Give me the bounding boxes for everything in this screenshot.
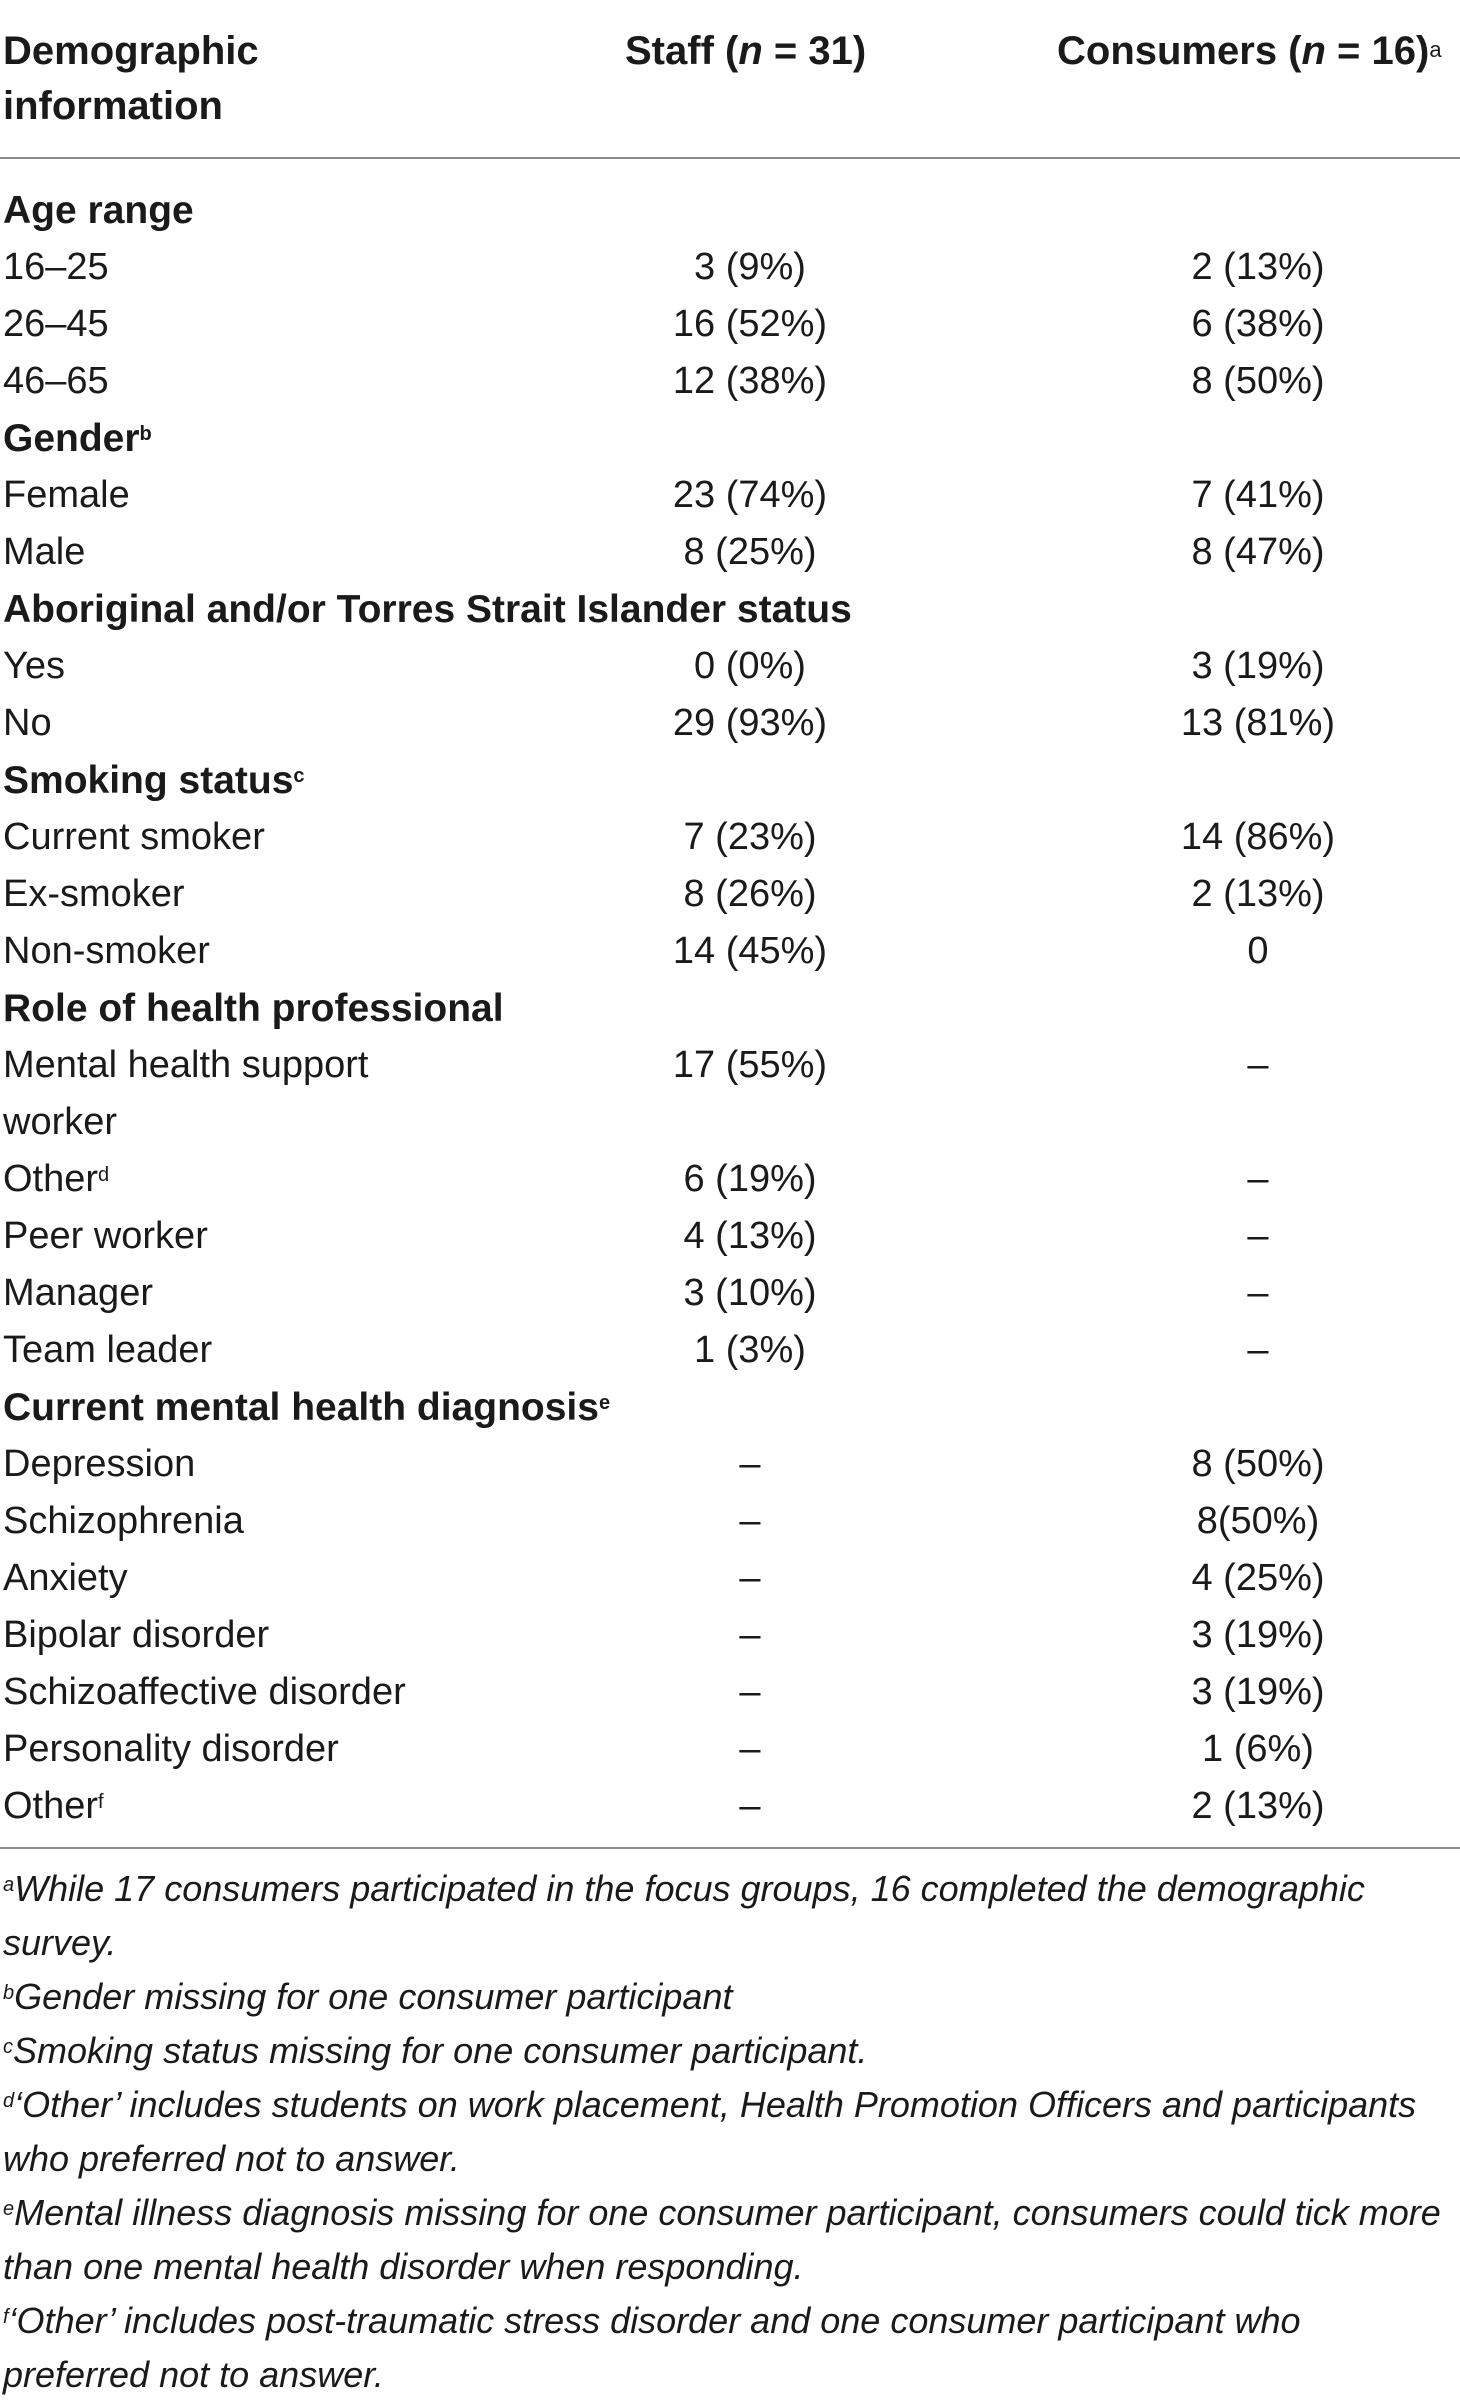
row-label [3, 866, 473, 923]
label-text: Gender [3, 417, 140, 460]
table-body [0, 182, 1460, 1835]
label-text: Other [3, 1158, 99, 1200]
footnote-mark: f [98, 1791, 104, 1813]
footnote-text: ‘Other’ includes post-traumatic stress disorder and one consumer participant who preferred not to answer. [3, 2300, 1301, 2395]
section-header-row [0, 581, 1460, 638]
footnote-mark: e [3, 2198, 15, 2220]
staff-cell: – [739, 1671, 761, 1713]
label-text: Current smoker [3, 816, 265, 858]
label-text: Bipolar disorder [3, 1614, 270, 1656]
table-row [0, 524, 1460, 581]
table-row [0, 1436, 1460, 1493]
table-row [0, 296, 1460, 353]
row-label [3, 638, 473, 695]
footnote-text: Gender missing for one consumer participant [14, 1976, 733, 2017]
footnote-mark: e [598, 1392, 611, 1414]
table-row [0, 1322, 1460, 1379]
staff-cell: – [739, 1443, 761, 1485]
label-text: Age range [3, 189, 194, 232]
staff-cell: – [739, 1500, 761, 1542]
consumers-cell: 6 (38%) [1191, 303, 1325, 345]
header-consumers-footnote-mark: a [1429, 37, 1442, 62]
section-label [3, 752, 1203, 809]
consumers-cell: 8(50%) [1196, 1500, 1320, 1542]
section-header-row [0, 1379, 1460, 1436]
row-label [3, 296, 473, 353]
label-text: Yes [3, 645, 65, 687]
staff-cell: – [739, 1785, 761, 1827]
footnote-text: While 17 consumers participated in the focus groups, 16 completed the demographic survey. [3, 1868, 1365, 1963]
footnote-mark: d [98, 1164, 110, 1186]
header-consumers-n: n [1301, 29, 1326, 73]
consumers-cell: – [1247, 1044, 1269, 1086]
consumers-cell: 0 [1247, 930, 1269, 972]
consumers-cell: 3 (19%) [1191, 1614, 1325, 1656]
footnote [0, 2294, 1453, 2402]
section-label [3, 410, 1203, 467]
label-text: Other [3, 1785, 99, 1827]
table-row [0, 1664, 1460, 1721]
section-header-row [0, 182, 1460, 239]
row-label [3, 1436, 473, 1493]
label-text: Role of health professional [3, 987, 504, 1030]
table-row [0, 1208, 1460, 1265]
staff-cell: 8 (25%) [683, 531, 817, 573]
section-label [3, 581, 1203, 638]
consumers-cell: – [1247, 1215, 1269, 1257]
header-consumers-pre: Consumers ( [1057, 29, 1302, 73]
footnote-mark: b [3, 1982, 15, 2004]
label-text: 26–45 [3, 303, 109, 345]
label-text: Schizoaffective disorder [3, 1671, 406, 1713]
section-label [3, 1379, 1203, 1436]
table-row [0, 866, 1460, 923]
row-label [3, 923, 473, 980]
staff-cell: 8 (26%) [683, 873, 817, 915]
footnote-mark: c [3, 2036, 13, 2058]
staff-cell: 23 (74%) [672, 474, 828, 516]
label-text: Personality disorder [3, 1728, 339, 1770]
row-label [3, 524, 473, 581]
header-consumers-post: = 16) [1325, 29, 1430, 73]
staff-cell: – [739, 1728, 761, 1770]
row-label [3, 1550, 473, 1607]
label-text: Smoking status [3, 759, 294, 802]
label-text: Anxiety [3, 1557, 128, 1599]
table-row [0, 1721, 1460, 1778]
footnote-mark: a [3, 1874, 15, 1896]
label-text: Schizophrenia [3, 1500, 244, 1542]
table-row [0, 239, 1460, 296]
table-row [0, 923, 1460, 980]
section-header-row [0, 410, 1460, 467]
staff-cell: 4 (13%) [683, 1215, 817, 1257]
table-row [0, 695, 1460, 752]
consumers-cell: – [1247, 1272, 1269, 1314]
footnote [0, 2186, 1453, 2294]
row-label [3, 239, 473, 296]
footnote-text: ‘Other’ includes students on work placement, Health Promotion Officers and participants who preferred not to answer. [3, 2084, 1417, 2179]
row-label [3, 1265, 473, 1322]
consumers-cell: – [1247, 1329, 1269, 1371]
consumers-cell: 8 (50%) [1191, 1443, 1325, 1485]
consumers-cell: 3 (19%) [1191, 645, 1325, 687]
label-text: Manager [3, 1272, 153, 1314]
table-row [0, 1037, 1460, 1151]
consumers-cell: 8 (47%) [1191, 531, 1325, 573]
row-label [3, 1322, 473, 1379]
table-row [0, 1493, 1460, 1550]
staff-cell: 16 (52%) [672, 303, 828, 345]
label-text: Peer worker [3, 1215, 208, 1257]
row-label [3, 1037, 473, 1151]
table-row [0, 1265, 1460, 1322]
staff-cell: 0 (0%) [694, 645, 806, 687]
header-staff-post: = 31) [762, 29, 867, 73]
staff-cell: 3 (9%) [694, 246, 806, 288]
staff-cell: – [739, 1614, 761, 1656]
row-label [3, 695, 473, 752]
table-row [0, 467, 1460, 524]
label-text: 46–65 [3, 360, 109, 402]
consumers-cell: – [1247, 1158, 1269, 1200]
label-text: Ex-smoker [3, 873, 185, 915]
staff-cell: 6 (19%) [683, 1158, 817, 1200]
row-label [3, 1493, 473, 1550]
label-text: Team leader [3, 1329, 213, 1371]
consumers-cell: 8 (50%) [1191, 360, 1325, 402]
row-label [3, 1208, 473, 1265]
header-staff-pre: Staff ( [625, 29, 739, 73]
staff-cell: 12 (38%) [672, 360, 828, 402]
header-consumers [1057, 24, 1457, 79]
footnote-mark: c [293, 765, 305, 787]
table-row [0, 1550, 1460, 1607]
row-label [3, 353, 473, 410]
consumers-cell: 4 (25%) [1191, 1557, 1325, 1599]
table-header [0, 0, 1460, 158]
row-label [3, 1721, 473, 1778]
table-row [0, 353, 1460, 410]
section-header-row [0, 980, 1460, 1037]
footnote [0, 1970, 1453, 2024]
consumers-cell: 1 (6%) [1202, 1728, 1314, 1770]
consumers-cell: 2 (13%) [1191, 246, 1325, 288]
consumers-cell: 14 (86%) [1180, 816, 1336, 858]
row-label [3, 1664, 473, 1721]
table-footnotes [0, 1862, 1460, 2402]
staff-cell: – [739, 1557, 761, 1599]
footnote [0, 2078, 1453, 2186]
table-row [0, 1607, 1460, 1664]
label-text: Male [3, 531, 86, 573]
footnote-mark: f [3, 2306, 9, 2328]
row-label [3, 809, 473, 866]
consumers-cell: 13 (81%) [1180, 702, 1336, 744]
footnote-mark: b [139, 423, 152, 445]
footer-rule [0, 1847, 1460, 1849]
staff-cell: 7 (23%) [683, 816, 817, 858]
consumers-cell: 7 (41%) [1191, 474, 1325, 516]
label-text: Non-smoker [3, 930, 210, 972]
header-rule [0, 157, 1460, 159]
header-staff-n: n [738, 29, 763, 73]
table-row [0, 1151, 1460, 1208]
footnote-text: Smoking status missing for one consumer participant. [13, 2030, 868, 2071]
footnote-text: Mental illness diagnosis missing for one consumer participant, consumers could tick more than one mental health disorder when responding. [3, 2192, 1441, 2287]
row-label [3, 1778, 473, 1835]
label-text: Current mental health diagnosis [3, 1386, 599, 1429]
label-text: No [3, 702, 52, 744]
staff-cell: 29 (93%) [672, 702, 828, 744]
staff-cell: 3 (10%) [683, 1272, 817, 1314]
row-label [3, 467, 473, 524]
label-text: Female [3, 474, 130, 516]
section-label [3, 980, 1203, 1037]
table-row [0, 809, 1460, 866]
label-text: Mental health support worker [3, 1044, 369, 1143]
consumers-cell: 2 (13%) [1191, 873, 1325, 915]
section-header-row [0, 752, 1460, 809]
row-label [3, 1151, 473, 1208]
header-demographic-information: Demographic information [3, 29, 259, 128]
consumers-cell: 3 (19%) [1191, 1671, 1325, 1713]
staff-cell: 1 (3%) [694, 1329, 806, 1371]
label-text: Depression [3, 1443, 196, 1485]
staff-cell: 14 (45%) [672, 930, 828, 972]
section-label [3, 182, 1203, 239]
footnote [0, 2024, 1453, 2078]
staff-cell: 17 (55%) [672, 1044, 828, 1086]
label-text: Aboriginal and/or Torres Strait Islander status [3, 588, 852, 631]
consumers-cell: 2 (13%) [1191, 1785, 1325, 1827]
table-row [0, 1778, 1460, 1835]
table-row [0, 638, 1460, 695]
header-staff [625, 24, 945, 79]
footnote-mark: d [3, 2090, 15, 2112]
label-text: 16–25 [3, 246, 109, 288]
row-label [3, 1607, 473, 1664]
footnote [0, 1862, 1453, 1970]
